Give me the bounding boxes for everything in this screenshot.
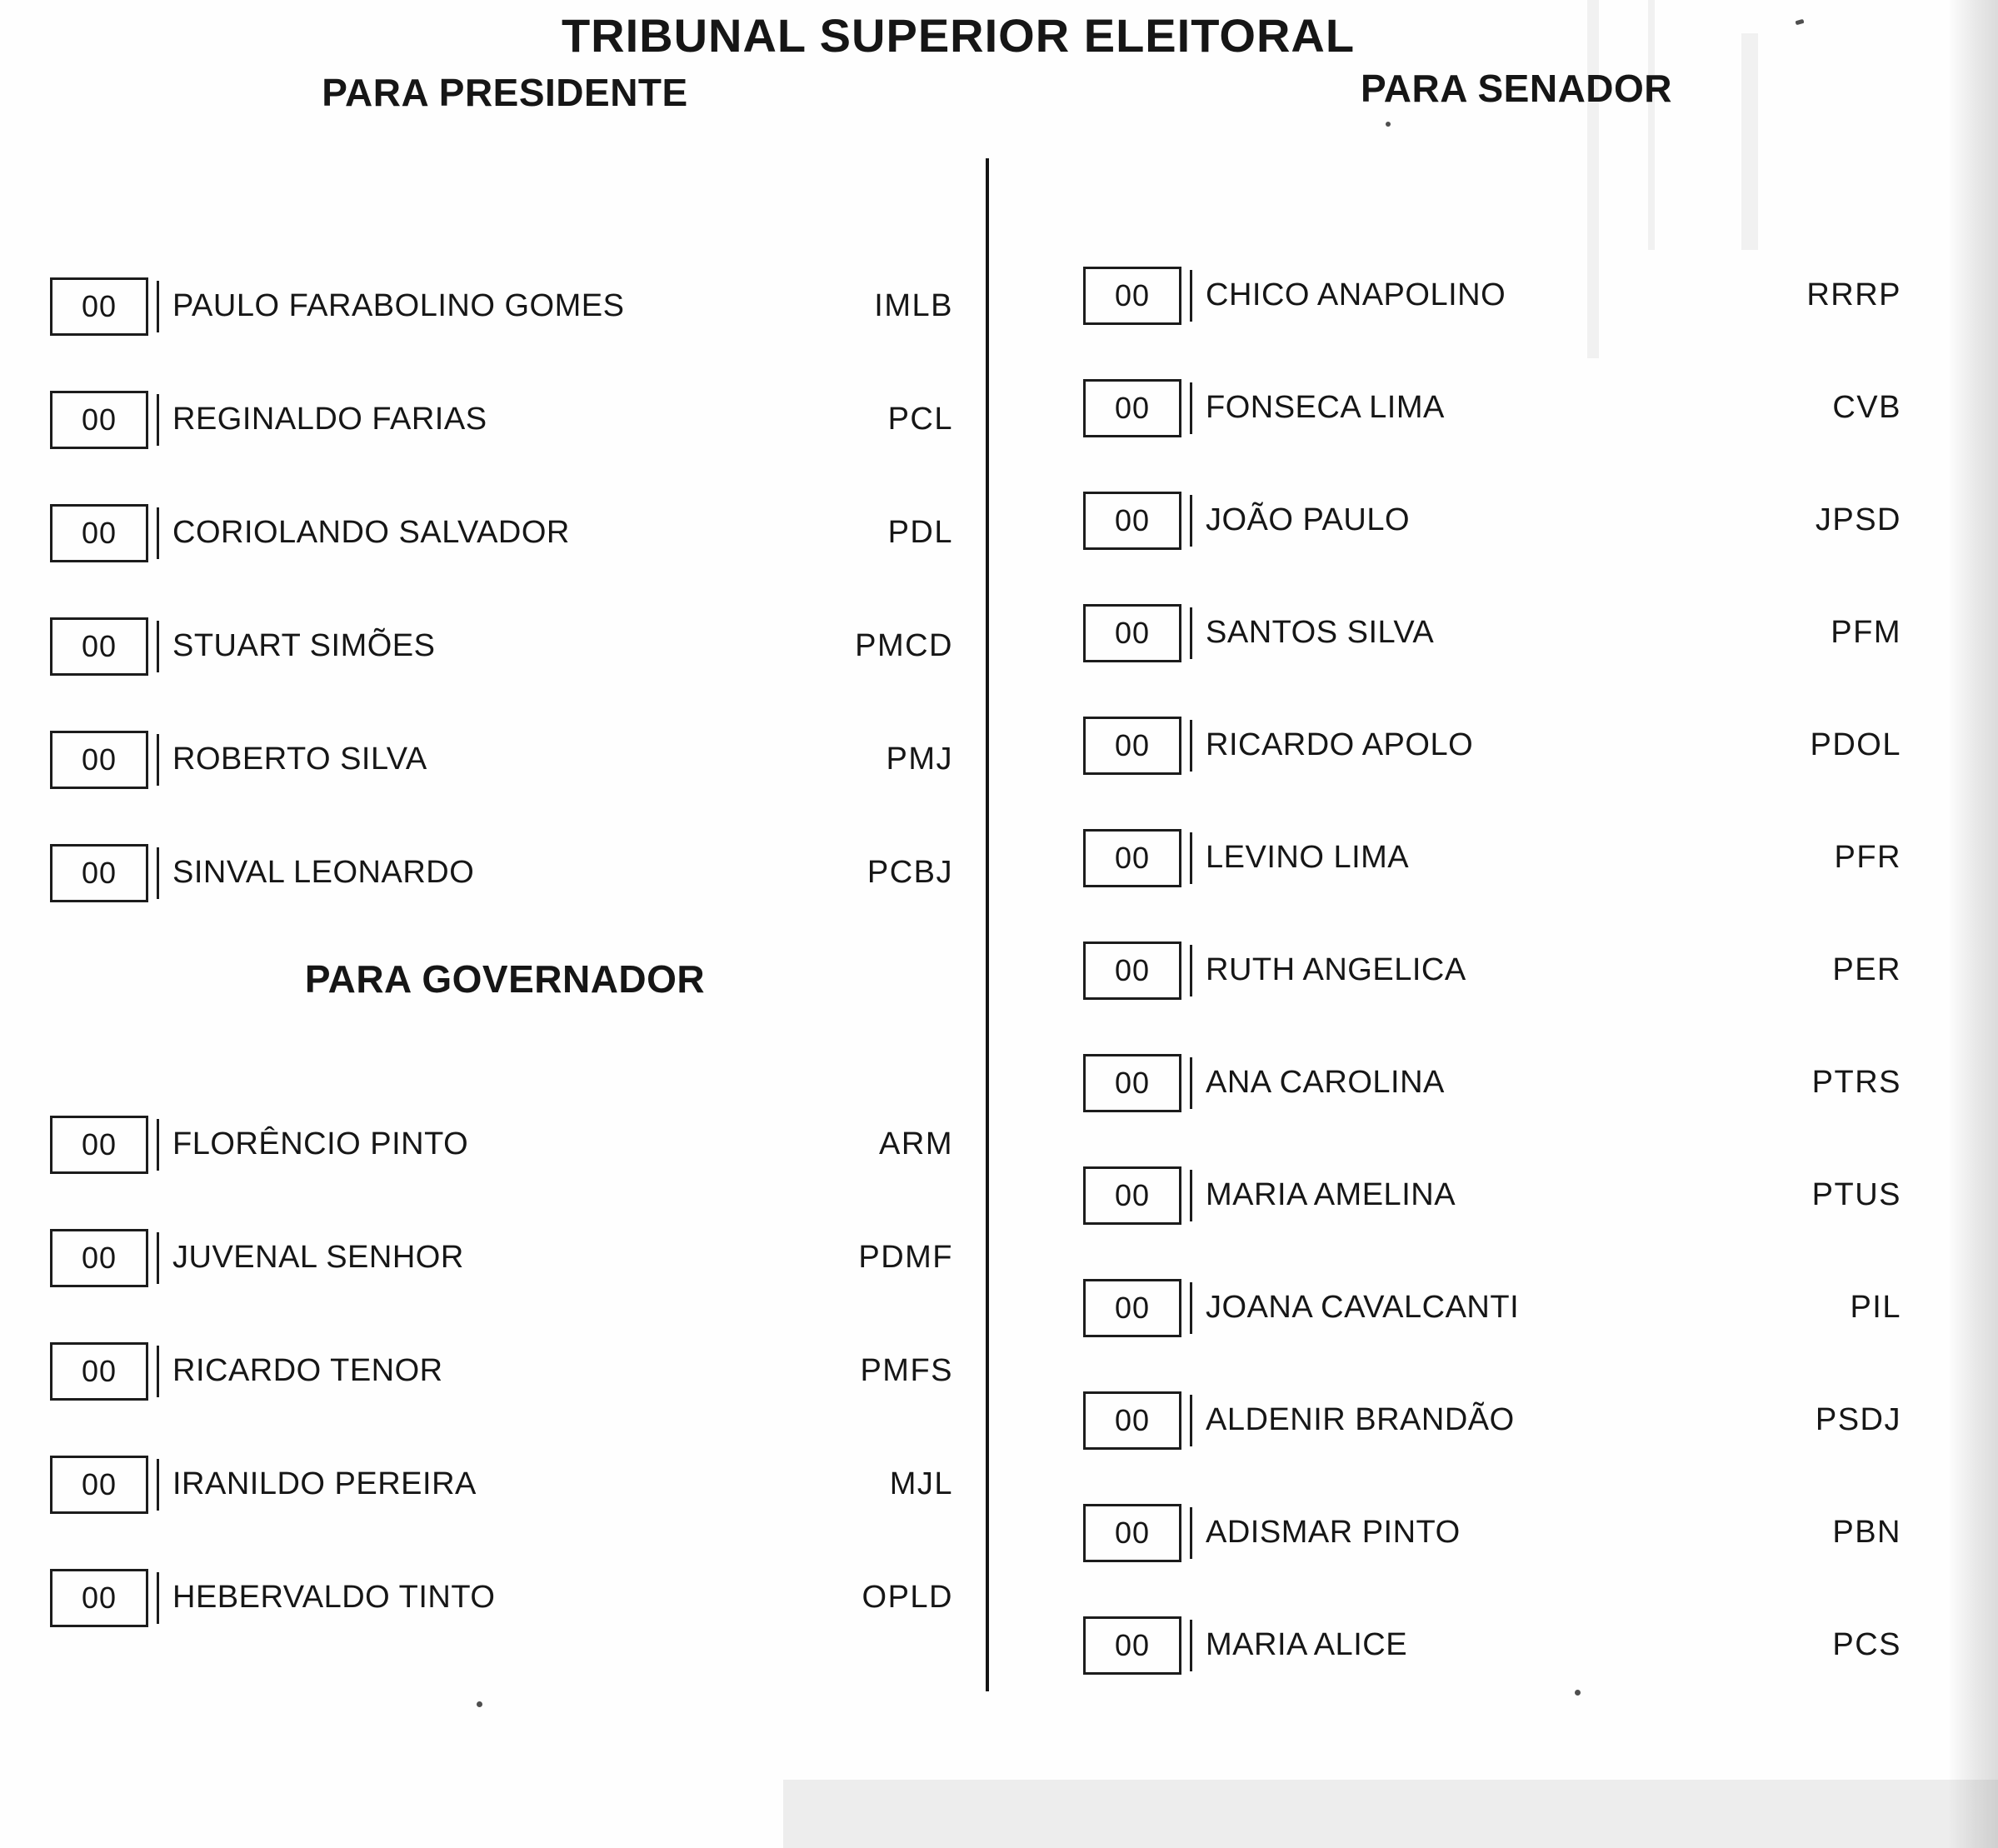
scan-edge-band <box>1948 0 1998 1848</box>
candidate-name: CORIOLANDO SALVADOR <box>172 515 570 551</box>
party-code: PMFS <box>860 1353 953 1389</box>
candidate-name: JOANA CAVALCANTI <box>1206 1290 1520 1326</box>
ballot-number-box: 00 <box>1083 379 1181 437</box>
ballot-number-box: 00 <box>1083 1504 1181 1562</box>
candidate-row <box>50 1569 960 1627</box>
ballot-number-box: 00 <box>50 617 148 676</box>
ballot-number-box: 00 <box>50 1116 148 1174</box>
candidate-name: SANTOS SILVA <box>1206 615 1435 651</box>
box-tick-divider <box>157 1346 159 1397</box>
party-code: PMJ <box>886 742 953 777</box>
candidate-row <box>1083 941 1908 1000</box>
ballot-number-box: 00 <box>1083 1054 1181 1112</box>
ballot-number-box: 00 <box>50 1569 148 1627</box>
governor-candidate-list <box>50 1116 960 1627</box>
box-tick-divider <box>1190 832 1192 884</box>
ballot-number-box: 00 <box>50 731 148 789</box>
party-code: PDL <box>887 515 953 551</box>
box-tick-divider <box>157 847 159 899</box>
ballot-number-box: 00 <box>50 1229 148 1287</box>
box-tick-divider <box>1190 495 1192 547</box>
president-candidate-list <box>50 277 960 902</box>
party-code: PBN <box>1832 1515 1901 1551</box>
box-tick-divider <box>1190 1395 1192 1446</box>
party-code: PER <box>1832 952 1901 988</box>
candidate-row <box>1083 1054 1908 1112</box>
candidate-row <box>1083 604 1908 662</box>
left-column <box>50 71 960 1682</box>
ballot-number-box: 00 <box>1083 267 1181 325</box>
candidate-row <box>1083 267 1908 325</box>
box-tick-divider <box>157 734 159 786</box>
candidate-name: HEBERVALDO TINTO <box>172 1580 496 1616</box>
candidate-name: ALDENIR BRANDÃO <box>1206 1402 1515 1438</box>
ballot-number-box: 00 <box>1083 1616 1181 1675</box>
ballot-number-box: 00 <box>50 1342 148 1401</box>
candidate-row <box>1083 1391 1908 1450</box>
party-code: PTRS <box>1811 1065 1901 1101</box>
candidate-row <box>1083 1166 1908 1225</box>
candidate-name: FLORÊNCIO PINTO <box>172 1126 469 1162</box>
ballot-number-box: 00 <box>1083 829 1181 887</box>
candidate-name: RICARDO APOLO <box>1206 727 1474 763</box>
ballot-number-box: 00 <box>1083 717 1181 775</box>
column-divider <box>986 158 989 1691</box>
candidate-row <box>50 731 960 789</box>
box-tick-divider <box>1190 720 1192 772</box>
candidate-name: RUTH ANGELICA <box>1206 952 1466 988</box>
candidate-row <box>50 391 960 449</box>
ballot-number-box: 00 <box>1083 604 1181 662</box>
candidate-row <box>50 844 960 902</box>
ballot-number-box: 00 <box>1083 1279 1181 1337</box>
candidate-name: LEVINO LIMA <box>1206 840 1410 876</box>
box-tick-divider <box>1190 1170 1192 1221</box>
ballot-number-box: 00 <box>1083 941 1181 1000</box>
party-code: PMCD <box>855 628 953 664</box>
party-code: PDOL <box>1810 727 1901 763</box>
candidate-row <box>1083 829 1908 887</box>
candidate-name: PAULO FARABOLINO GOMES <box>172 288 625 324</box>
candidate-row <box>50 1116 960 1174</box>
candidate-row <box>1083 1279 1908 1337</box>
page-title: TRIBUNAL SUPERIOR ELEITORAL <box>561 9 1356 62</box>
box-tick-divider <box>1190 1282 1192 1334</box>
candidate-row <box>50 617 960 676</box>
box-tick-divider <box>157 1119 159 1171</box>
party-code: PCBJ <box>867 855 953 891</box>
party-code: PIL <box>1850 1290 1901 1326</box>
candidate-name: ROBERTO SILVA <box>172 742 427 777</box>
party-code: ARM <box>879 1126 953 1162</box>
box-tick-divider <box>1190 945 1192 996</box>
candidate-row <box>1083 1504 1908 1562</box>
section-governor-title: PARA GOVERNADOR <box>304 956 706 1001</box>
candidate-row <box>50 1456 960 1514</box>
candidate-name: JOÃO PAULO <box>1206 502 1411 538</box>
candidate-name: FONSECA LIMA <box>1206 390 1445 426</box>
box-tick-divider <box>157 281 159 332</box>
senator-candidate-list <box>1083 267 1908 1675</box>
scan-bottom-band <box>783 1780 1998 1848</box>
candidate-row <box>1083 379 1908 437</box>
party-code: RRRP <box>1806 277 1901 313</box>
party-code: PDMF <box>858 1240 953 1276</box>
box-tick-divider <box>1190 607 1192 659</box>
section-senator-title: PARA SENADOR <box>1360 67 1673 110</box>
candidate-name: ADISMAR PINTO <box>1206 1515 1461 1551</box>
party-code: PTUS <box>1811 1177 1901 1213</box>
party-code: OPLD <box>862 1580 953 1616</box>
box-tick-divider <box>157 1232 159 1284</box>
party-code: PCL <box>887 402 953 437</box>
candidate-name: MARIA AMELINA <box>1206 1177 1456 1213</box>
candidate-row <box>50 1342 960 1401</box>
ballot-number-box: 00 <box>50 844 148 902</box>
party-code: MJL <box>889 1466 953 1502</box>
scan-dot-artifact <box>477 1701 482 1707</box>
party-code: CVB <box>1832 390 1901 426</box>
candidate-name: JUVENAL SENHOR <box>172 1240 464 1276</box>
box-tick-divider <box>1190 382 1192 434</box>
box-tick-divider <box>1190 1620 1192 1671</box>
ballot-number-box: 00 <box>1083 1391 1181 1450</box>
ballot-number-box: 00 <box>50 391 148 449</box>
box-tick-divider <box>157 1572 159 1624</box>
box-tick-divider <box>157 621 159 672</box>
ballot-number-box: 00 <box>50 1456 148 1514</box>
box-tick-divider <box>157 394 159 446</box>
box-tick-divider <box>157 507 159 559</box>
party-code: IMLB <box>874 288 953 324</box>
candidate-name: CHICO ANAPOLINO <box>1206 277 1506 313</box>
right-column <box>1083 67 1908 1729</box>
candidate-row <box>50 504 960 562</box>
candidate-row <box>50 1229 960 1287</box>
candidate-row <box>1083 1616 1908 1675</box>
candidate-row <box>1083 492 1908 550</box>
section-president-title: PARA PRESIDENTE <box>322 71 688 114</box>
candidate-name: IRANILDO PEREIRA <box>172 1466 477 1502</box>
ballot-number-box: 00 <box>50 504 148 562</box>
candidate-name: ANA CAROLINA <box>1206 1065 1445 1101</box>
box-tick-divider <box>1190 1057 1192 1109</box>
ballot-number-box: 00 <box>50 277 148 336</box>
party-code: JPSD <box>1815 502 1901 538</box>
box-tick-divider <box>1190 1507 1192 1559</box>
party-code: PFM <box>1831 615 1901 651</box>
box-tick-divider <box>157 1459 159 1511</box>
ballot-number-box: 00 <box>1083 492 1181 550</box>
party-code: PFR <box>1834 840 1901 876</box>
candidate-name: REGINALDO FARIAS <box>172 402 487 437</box>
party-code: PCS <box>1832 1627 1901 1663</box>
candidate-name: MARIA ALICE <box>1206 1627 1408 1663</box>
box-tick-divider <box>1190 270 1192 322</box>
candidate-name: RICARDO TENOR <box>172 1353 443 1389</box>
candidate-name: SINVAL LEONARDO <box>172 855 475 891</box>
candidate-row <box>1083 717 1908 775</box>
candidate-name: STUART SIMÕES <box>172 628 436 664</box>
candidate-row <box>50 277 960 336</box>
ballot-number-box: 00 <box>1083 1166 1181 1225</box>
party-code: PSDJ <box>1815 1402 1901 1438</box>
